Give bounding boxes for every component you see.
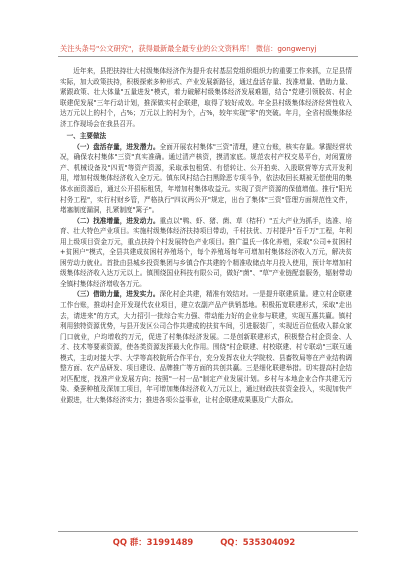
subsection-3: [60, 289, 352, 405]
footer-contact: [0, 537, 408, 547]
subsection-2: [60, 216, 352, 290]
subsection-1-text: 全面开展农村集体"三资"清理，建立台账，核实存量。掌握经营状况，确保农村集体"三资"真实准确。通过清产核资，摸清家底。规范农村产权交易平台，对闲置房产、机械设备及"四荒"等资产资源，采取承包租赁、有偿转让、公开拍卖、入股联营等方式开发利用，增加村级集体经济收入全万元。镇东风村结合扫黑除恶专项斗争，依法收回长期被无偿使用的集体水面资源后，通过公开招标租赁，年增加村集体收益元。实现了资产资源的保值增值。推行"阳光村务工程"，实行村财乡管，严格执行"四议两公开"规定，出台了集体"三资"管理方面规范性文件，堵塞制度漏洞，扎紧制度"篱子"。: [60, 142, 352, 215]
footer-qq-number: QQ：535304092: [220, 537, 296, 547]
subsection-2-text: 重点以"鸭、虾、猪、菌、草（桔杆）"五大产业为抓手，选准、培育、壮大特色产业项目。实施村级集体经济扶持项目带动，千村扶优、万村提升"百千万"工程，年利用上级项目资金万元，重点扶持个村发展特色产业项目。推广温氏一体化养殖，采取"公司+贫困村+贫困户"模式，全县共建成贫困村养殖场个，每个养殖场每年可增加村集体经济收入万元，解决贫困劳动力就业。首批由县城乡投资集团与乡镇合作共建的个精准收储点年月投入使用，预计年增加村级集体经济收入达万元以上。镇围绕国业科技有限公司，做好"菌"、"草"产业链配套服务，辐射带动全镇村集体经济增收各万元。: [60, 216, 352, 288]
subsection-3-text: 深化村企共建，精准有效结对。一是提升联建质量。建立村企联建工作台账，推动村企开发现代农业项目，建立农副产品产供销基地。积极拓宽联建形式，采取"走出去，请进来"的方式，大力招引一批综合实力强、带动能力好的企业参与联建，实现互惠共赢。镇村利用独特资源优势，与县开发区公司合作共建成的扶贫车间，引进服装厂，实现近百位低收入群众家门口就业，户均增收约万元，促进了村集体经济发展。二是创新联建形式，积极整合村企资金、人才、技术等要素资源，使各类资源发挥最大化作用。围绕"村企联建、村校联建、村专联动"三联互通模式，主动对接大学、大学等高校院所合作平台，充分发挥农业大学院校、县畜牧局等在产业结构调整方面、农产品研发、项目建设、品牌推广等方面的共创共赢。三是细化联建举措。切实提高村企结对匹配度，找准产业发展方向；按照"一村一品"制定产业发展计划。乡村与本地企业合作共建无污染、桑蚕种植及深加工项目，年可增加集体经济收入万元以上，通过财政扶贫资金投入，实现加快产业跟进，壮大集体经济实力；推进各项公益事业，让村企联建成果惠及广大群众。: [60, 290, 353, 404]
subsection-2-heading: （二）找准增量，进发动力。: [73, 216, 160, 225]
subsection-3-heading: （三）借助力量，进发实力。: [73, 290, 160, 299]
header-banner: 关注头条号"公文研究"，获得最新最全最专业的公文资料库！ 微信：gongwenyj: [60, 44, 317, 53]
subsection-1: [60, 142, 352, 216]
footer-divider: [58, 531, 358, 532]
header-divider: [58, 56, 358, 57]
subsection-1-heading: （一）盘活存量，进发潜力。: [73, 142, 160, 151]
footer-qq-group: QQ 群：31991489: [112, 537, 194, 547]
section-heading: 一、主要做法: [66, 132, 107, 141]
intro-paragraph: 近年来，县把扶持壮大村级集体经济作为提升农村基层党组织组织力的重要工作来抓，立足县情实际，加大政策扶持，积极探索多种形式、产业发展新路径，通过盘活存量、找准增量、借助力量、紧跟政策、壮大体量"五量进发"模式，着力破解村级集体经济发展难题，结合"党建引领脱贫、村企联建促发展"三年行动计划，推深做实村企联建，取得了较好成效。年全县村级集体经济经营性收入达万元以上的村个，占%；万元以上的村为个，占%，较年实现"零"的突破。年月，全省村级集体经济工作现场会在我县召开。: [60, 67, 352, 128]
document-body: [60, 66, 352, 406]
